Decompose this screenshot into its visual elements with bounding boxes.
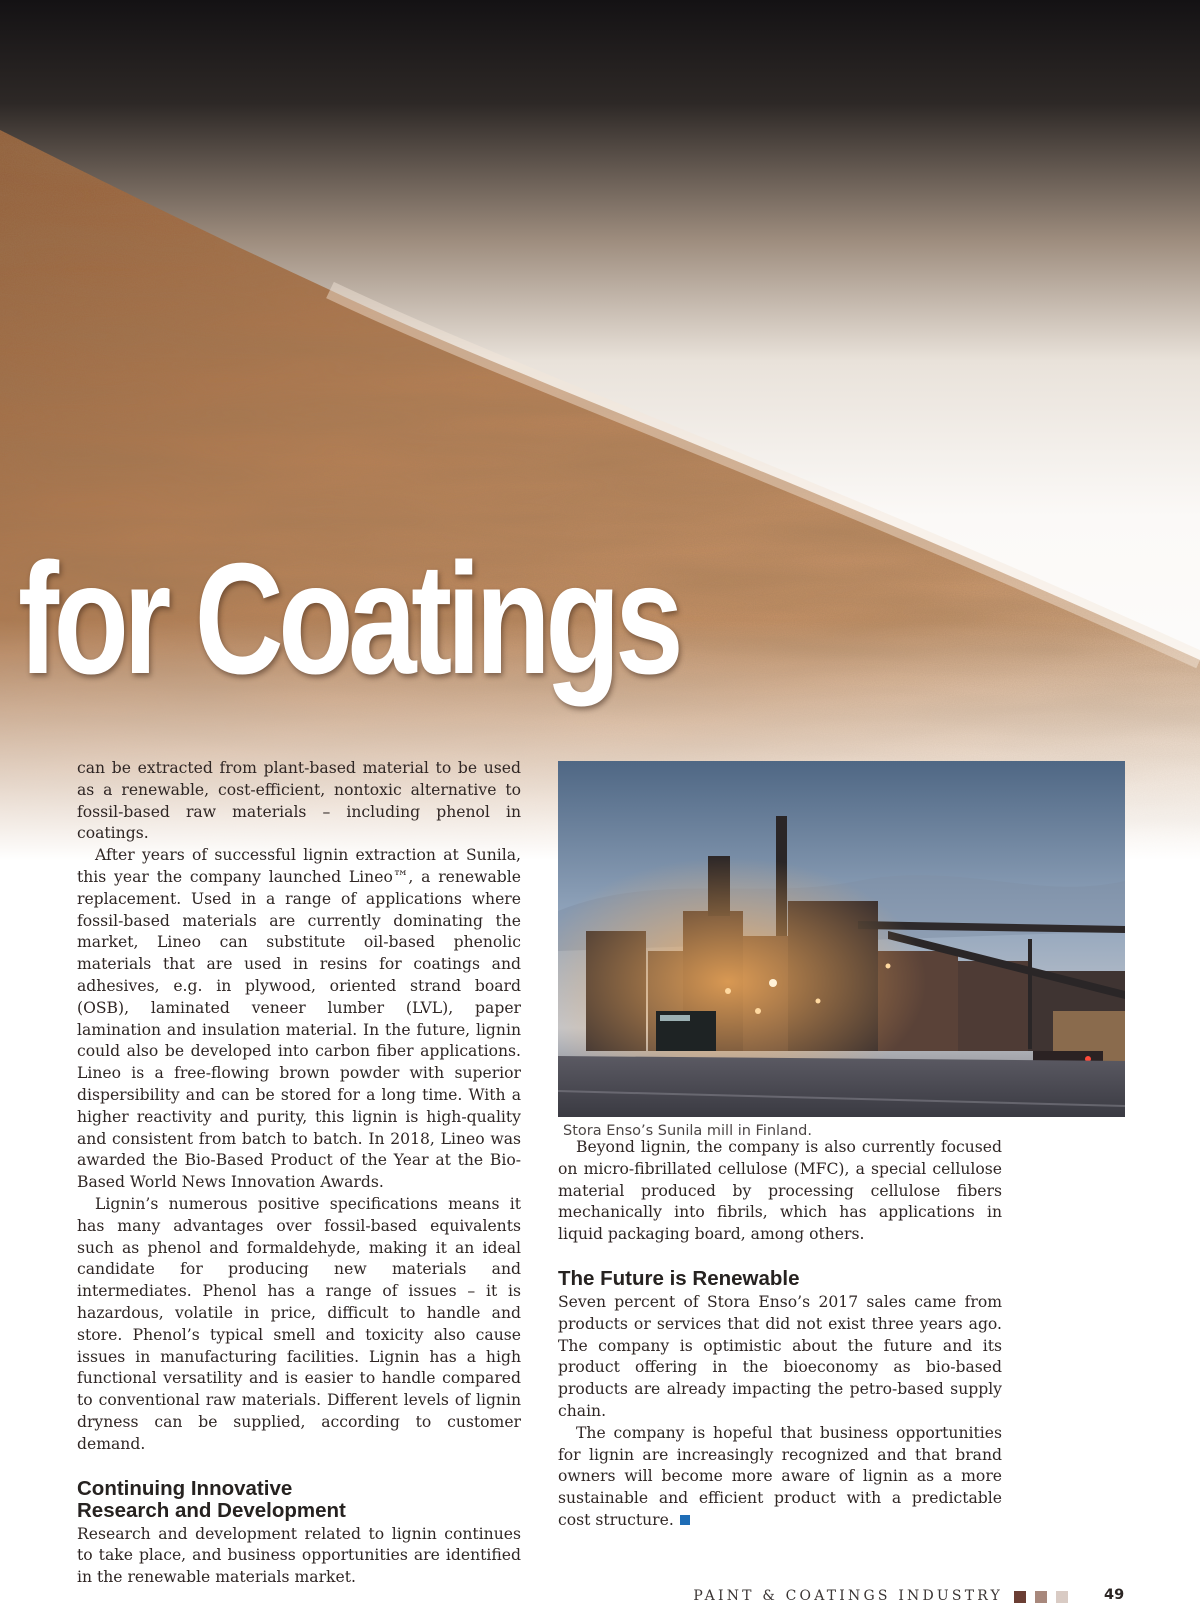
mill-photo — [558, 761, 1125, 1117]
footer-square-medium — [1035, 1591, 1047, 1603]
paragraph — [558, 1423, 1002, 1532]
footer-square-dark — [1014, 1591, 1026, 1603]
left-column — [77, 758, 521, 1589]
paragraph: Seven percent of Stora Enso’s 2017 sales came from products or services that did not exist three years ago. The company is optimistic about the future and its product offering in the bioeconomy as bio-based products are already impacting the petro-based supply chain. — [558, 1292, 1002, 1420]
page-number: 49 — [1104, 1587, 1125, 1603]
page-footer — [0, 1582, 1200, 1612]
section-heading — [77, 1478, 521, 1522]
section-heading: The Future is Renewable — [558, 1266, 800, 1290]
publication-name: PAINT & COATINGS INDUSTRY — [693, 1588, 1003, 1604]
paragraph: Lignin’s numerous positive specifications means it has many advantages over fossil-based equivalents such as phenol and formaldehyde, making it an ideal candidate for producing new materials and intermediates. Phenol has a range of issues – it is hazardous, volatile in price, difficult to handle and store. Phenol’s typical smell and toxicity also cause issues in manufacturing facilities. Lignin has a high functional versatility and is easier to handle compared to conventional raw materials. Different levels of lignin dryness can be supplied, according to customer demand. — [77, 1194, 521, 1453]
section-heading-line: Research and Development — [77, 1498, 346, 1522]
paragraph-text: The company is hopeful that business opportunities for lignin are increasingly recognized and that brand owners will become more aware of lignin as a more sustainable and efficient product with a predictable cost structure. — [558, 1423, 1002, 1529]
sunila-mill-photo — [558, 761, 1125, 1117]
end-of-article-mark — [680, 1515, 690, 1525]
footer-square-light — [1056, 1591, 1068, 1603]
right-column — [558, 1137, 1002, 1532]
paragraph: After years of successful lignin extraction at Sunila, this year the company launched Lineo™, a renewable replacement. Used in a range of applications where fossil-based materials are currently dominating the market, Lineo can substitute oil-based phenolic materials that are used in resins for coatings and adhesives, e.g. in plywood, oriented strand board (OSB), laminated veneer lumber (LVL), paper lamination and insulation material. In the future, lignin could also be developed into carbon fiber applications. Lineo is a free-flowing brown powder with superior dispersibility and can be stored for a long time. With a higher reactivity and purity, this lignin is high-quality and consistent from batch to batch. In 2018, Lineo was awarded the Bio-Based Product of the Year at the Bio-Based World News Innovation Awards. — [77, 846, 521, 1192]
photo-caption: Stora Enso’s Sunila mill in Finland. — [563, 1123, 812, 1139]
article-title: for Coatings — [18, 531, 679, 707]
paragraph: Beyond lignin, the company is also currently focused on micro-fibrillated cellulose (MFC), a special cellulose material produced by processing cellulose fibers mechanically into fibrils, which has applications in liquid packaging board, among others. — [558, 1138, 1002, 1244]
paragraph: Research and development related to lignin continues to take place, and business opportunities are identified in the renewable materials market. — [77, 1524, 521, 1587]
paragraph: can be extracted from plant-based material to be used as a renewable, cost-efficient, nontoxic alternative to fossil-based raw materials – including phenol in coatings. — [77, 759, 521, 843]
section-heading-line: Continuing Innovative — [77, 1476, 293, 1500]
